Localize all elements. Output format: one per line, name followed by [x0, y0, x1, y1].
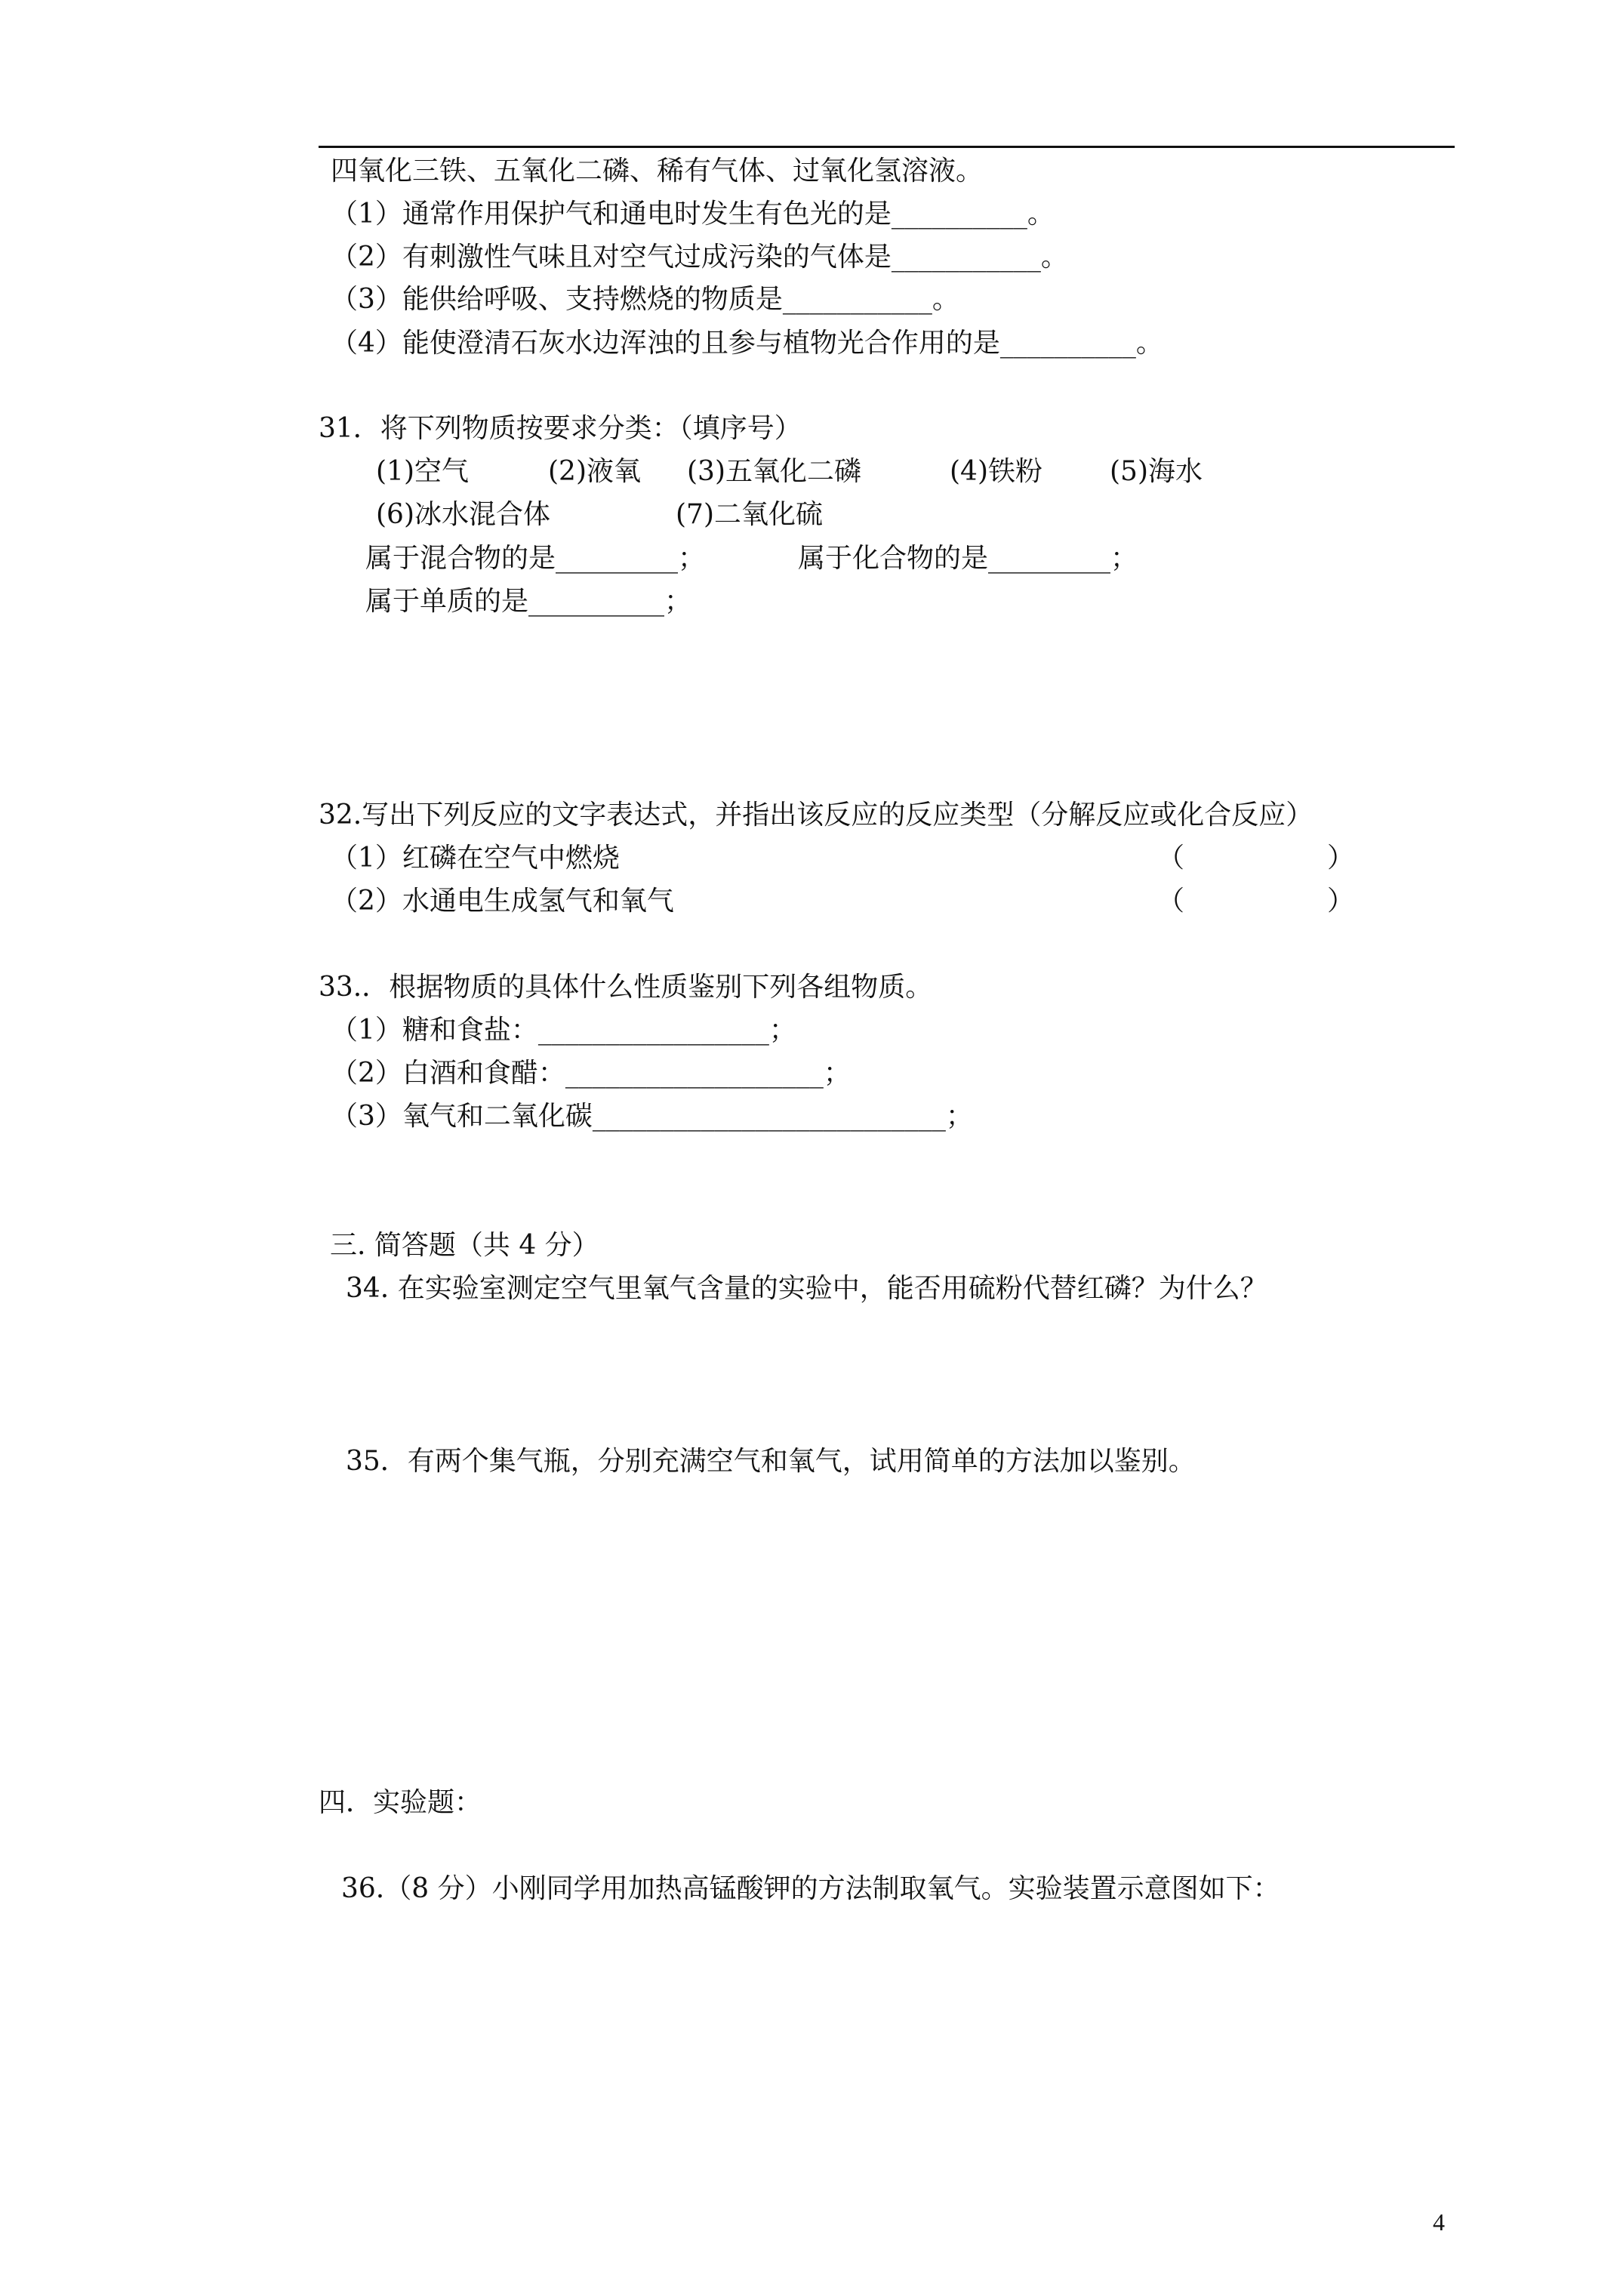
text-line-l02: （1）通常作用保护气和通电时发生有色光的是__________。 [331, 199, 1055, 230]
text-line-l01: 四氧化三铁、五氧化二磷、稀有气体、过氧化氢溶液。 [331, 156, 984, 186]
text-line-l31: 四．实验题： [319, 1787, 482, 1818]
text-line-l26: （2）白酒和食醋：___________________； [331, 1058, 851, 1089]
text-line-l28: 三. 简答题（共 4 分） [330, 1230, 599, 1261]
text-line-l14: 属于混合物的是_________； [365, 543, 706, 574]
text-line-l18: （1）红磷在空气中燃烧 [331, 843, 620, 874]
text-line-l16: 属于单质的是__________； [365, 586, 692, 617]
header-rule [319, 146, 1455, 148]
text-line-l21: （2）水通电生成氢气和氧气 [331, 886, 674, 917]
text-line-l23: ） [1327, 886, 1355, 917]
text-line-l30: 35．有两个集气瓶，分别充满空气和氧气，试用简单的方法加以鉴别。 [346, 1446, 1196, 1477]
text-line-l11: (5)海水 [1110, 456, 1203, 487]
text-line-l09: (3)五氧化二磷 [687, 456, 861, 487]
text-line-l03: （2）有刺激性气味且对空气过成污染的气体是___________。 [331, 242, 1068, 273]
text-line-l27: （3）氧气和二氧化碳__________________________； [331, 1101, 973, 1132]
text-line-l05: （4）能使澄清石灰水边浑浊的且参与植物光合作用的是__________。 [331, 328, 1163, 359]
text-line-l15: 属于化合物的是_________； [798, 543, 1138, 574]
text-line-l08: (2)液氧 [548, 456, 641, 487]
text-line-l17: 32.写出下列反应的文字表达式，并指出该反应的反应类型（分解反应或化合反应） [319, 800, 1313, 831]
text-line-l24: 33.．根据物质的具体什么性质鉴别下列各组物质。 [319, 972, 933, 1003]
text-line-l32: 36.（8 分）小刚同学用加热高锰酸钾的方法制取氧气。实验装置示意图如下： [341, 1873, 1280, 1904]
text-line-l06: 31．将下列物质按要求分类：（填序号） [319, 413, 802, 444]
page-number: 4 [1433, 2208, 1445, 2236]
text-line-l13: (7)二氧化硫 [676, 499, 823, 530]
text-line-l07: (1)空气 [376, 456, 469, 487]
text-line-l12: (6)冰水混合体 [376, 499, 550, 530]
text-line-l20: ） [1327, 843, 1355, 874]
text-line-l29: 34. 在实验室测定空气里氧气含量的实验中，能否用硫粉代替红磷？为什么？ [346, 1273, 1267, 1304]
text-line-l04: （3）能供给呼吸、支持燃烧的物质是___________。 [331, 284, 959, 315]
text-line-l22: （ [1157, 886, 1185, 917]
text-line-l25: （1）糖和食盐：_________________； [331, 1015, 796, 1046]
text-line-l10: (4)铁粉 [950, 456, 1042, 487]
text-line-l19: （ [1157, 843, 1185, 874]
